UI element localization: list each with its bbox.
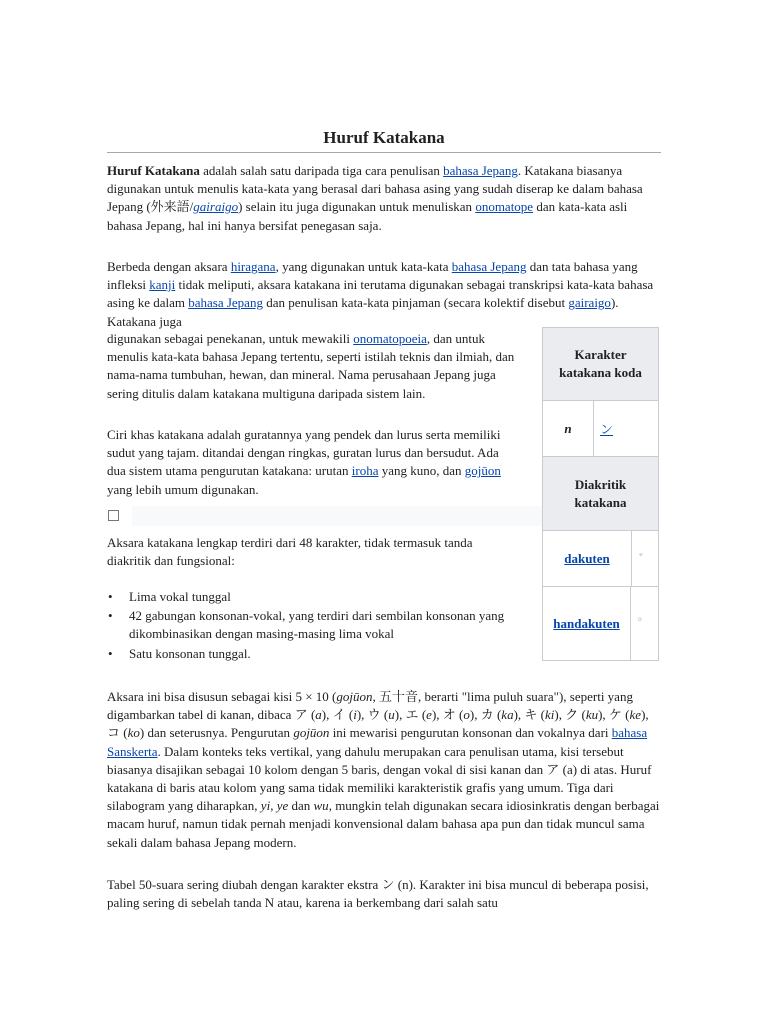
text-span: , mungkin telah digunakan secara idiosinkratis dengan berbagai macam huruf, namun tidak pernah menjadi konvensional dalam bahasa apa pun dan tidak muncul sama sekali dalam bahasa Jepang modern. <box>107 798 660 850</box>
link-bahasa-jepang-3[interactable]: bahasa Jepang <box>188 295 263 311</box>
text-span: ), ク ( <box>554 707 586 723</box>
paragraph-hiragana-comparison <box>107 258 663 331</box>
italic-term: wu <box>313 798 329 814</box>
title-divider <box>107 152 661 153</box>
italic-term: ki <box>545 707 555 723</box>
text-span: ), エ ( <box>394 707 427 723</box>
text-span: yang lebih umum digunakan. <box>107 481 259 497</box>
paragraph-extra-n: Tabel 50-suara sering diubah dengan karakter ekstra ン (n). Karakter ini bisa muncul di beberapa posisi, paling sering di sebelah tanda N atau, karena ia berkembang dari salah satu <box>107 877 649 911</box>
link-kanji[interactable]: kanji <box>149 277 176 293</box>
italic-term: ku <box>585 707 599 723</box>
italic-term: ke <box>629 707 642 723</box>
italic-term: yi <box>260 798 271 814</box>
infobox-row-dakuten <box>542 530 659 587</box>
paragraph-katakana-uses <box>107 330 519 403</box>
list-item: • Lima vokal tunggal <box>107 588 507 606</box>
dakuten-mark: ゛ <box>638 552 652 567</box>
text-span: , 五十音, berarti "lima puluh suara"), seperti yang digambarkan tabel di kanan, dibaca ア ( <box>107 689 633 723</box>
infobox-header-coda: Karakter katakana koda <box>542 327 659 401</box>
text-span: . Dalam konteks teks vertikal, yang dahulu merupakan cara penulisan utama, kisi tersebut biasanya disajikan sebagai 10 kolom dengan 5 baris, dengan vokal di sisi kanan dan ア (a) di atas. Huruf katakana di baris atau kolom yang sama tidak memiliki karakteristik grafis yang umum. Tiga dari silabogram yang diharapkan, <box>107 743 652 814</box>
text-span: ), コ ( <box>107 707 649 741</box>
italic-term: ka <box>501 707 514 723</box>
link-dakuten[interactable]: dakuten <box>564 551 610 566</box>
text-span: , yang digunakan untuk kata-kata <box>275 259 452 274</box>
text-span: Ciri khas katakana adalah guratannya yang pendek dan lurus serta memiliki sudut yang tajam. ditandai dengan ringkas, guratan lurus dan bersudut. Ada dua sistem utama pengurutan katakana: urutan <box>107 427 501 479</box>
link-onomatope[interactable]: onomatope <box>475 199 534 215</box>
paragraph-gojuon-grid <box>107 688 663 852</box>
text-span: ), カ ( <box>469 707 502 723</box>
link-iroha[interactable]: iroha <box>351 463 379 479</box>
italic-term: gojūon <box>293 725 330 741</box>
page-title: Huruf Katakana <box>323 128 445 147</box>
handakuten-mark: ゜ <box>637 617 651 632</box>
link-gojuon[interactable]: gojūon <box>464 463 501 479</box>
link-hiragana[interactable]: hiragana <box>230 259 276 274</box>
character-breakdown-list <box>107 588 507 664</box>
text-span: dan tata bahasa yang infleksi <box>107 259 638 293</box>
infobox-row-n <box>542 400 659 457</box>
text-span: dan penulisan kata-kata pinjaman (secara kolektif disebut <box>262 295 569 311</box>
text-span: tidak meliputi, aksara katakana ini terutama digunakan sebagai transkripsi kata-kata bahasa asing ke dalam <box>107 277 654 311</box>
text-span: adalah salah satu daripada tiga cara penulisan <box>199 163 444 178</box>
italic-term: u <box>388 707 395 723</box>
italic-term: ko <box>127 725 140 741</box>
text-span: ). Katakana juga <box>107 295 619 329</box>
infobox-row-handakuten <box>542 586 659 661</box>
text-span: yang kuno, dan <box>378 463 465 479</box>
text-span: dan <box>288 798 314 814</box>
text-span: dan kata-kata asli bahasa Jepang, hal ini hanya bersifat penegasan saja. <box>107 199 628 233</box>
link-gairaigo[interactable]: gairaigo <box>193 199 239 215</box>
link-gairaigo-2[interactable]: gairaigo <box>568 295 611 311</box>
text-span: ), イ ( <box>321 707 354 723</box>
link-bahasa-jepang-2[interactable]: bahasa Jepang <box>451 259 527 274</box>
broken-image-icon <box>108 510 119 521</box>
list-item: • 42 gabungan konsonan-vokal, yang terdiri dari sembilan konsonan yang dikombinasikan dengan masing-masing lima vokal <box>107 607 507 643</box>
text-span: , <box>270 798 277 814</box>
text-span: ), キ ( <box>513 707 545 723</box>
text-span: ), ウ ( <box>356 707 389 723</box>
text-span: ) dan seterusnya. Pengurutan <box>139 725 294 741</box>
link-katakana-n[interactable]: ン <box>600 422 614 437</box>
italic-term: e <box>426 707 432 723</box>
infobox-header-diacritics: Diakritik katakana <box>542 456 659 531</box>
text-span: ini mewarisi pengurutan konsonan dan vokalnya dari <box>329 725 612 741</box>
text-span: , dan untuk menulis kata-kata bahasa Jepang tertentu, seperti istilah teknis dan ilmiah, dan nama-nama tumbuhan, hewan, dan mineral. Nama perusahaan Jepang juga sering ditulis dalam katakana multiguna daripada sistem lain. <box>107 331 515 401</box>
text-span: Berbeda dengan aksara <box>107 259 231 274</box>
link-bahasa-jepang[interactable]: bahasa Jepang <box>443 163 518 178</box>
list-item: • Satu konsonan tunggal. <box>107 645 507 663</box>
text-span: Aksara ini bisa disusun sebagai kisi 5 × 10 ( <box>107 689 337 704</box>
text-span: ) selain itu juga digunakan untuk menuliskan <box>238 199 476 215</box>
italic-term: gojūon <box>336 689 373 704</box>
link-onomatopoeia[interactable]: onomatopoeia <box>353 331 427 346</box>
text-span: . Katakana biasanya digunakan untuk menulis kata-kata yang berasal dari bahasa asing yang sudah diserap ke dalam bahasa Jepang (外来語/ <box>107 163 643 215</box>
paragraph-character-count: Aksara katakana lengkap terdiri dari 48 karakter, tidak termasuk tanda diakritik dan fungsional: <box>107 535 473 569</box>
infobox-romaji-n: n <box>543 401 594 456</box>
italic-term: o <box>463 707 470 723</box>
intro-bold-term: Huruf Katakana <box>107 163 200 178</box>
paragraph-characteristics <box>107 426 519 499</box>
text-span: digunakan sebagai penekanan, untuk mewakili <box>107 331 354 346</box>
italic-term: a <box>315 707 322 723</box>
text-span: ), ケ ( <box>598 707 630 723</box>
text-span: ), オ ( <box>431 707 464 723</box>
embedded-placeholder-bar <box>132 506 542 526</box>
link-handakuten[interactable]: handakuten <box>553 616 620 631</box>
italic-term: i <box>353 707 357 723</box>
paragraph-intro <box>107 162 663 235</box>
italic-term: ye <box>276 798 289 814</box>
link-bahasa-sanskerta[interactable]: bahasa Sanskerta <box>107 725 648 759</box>
